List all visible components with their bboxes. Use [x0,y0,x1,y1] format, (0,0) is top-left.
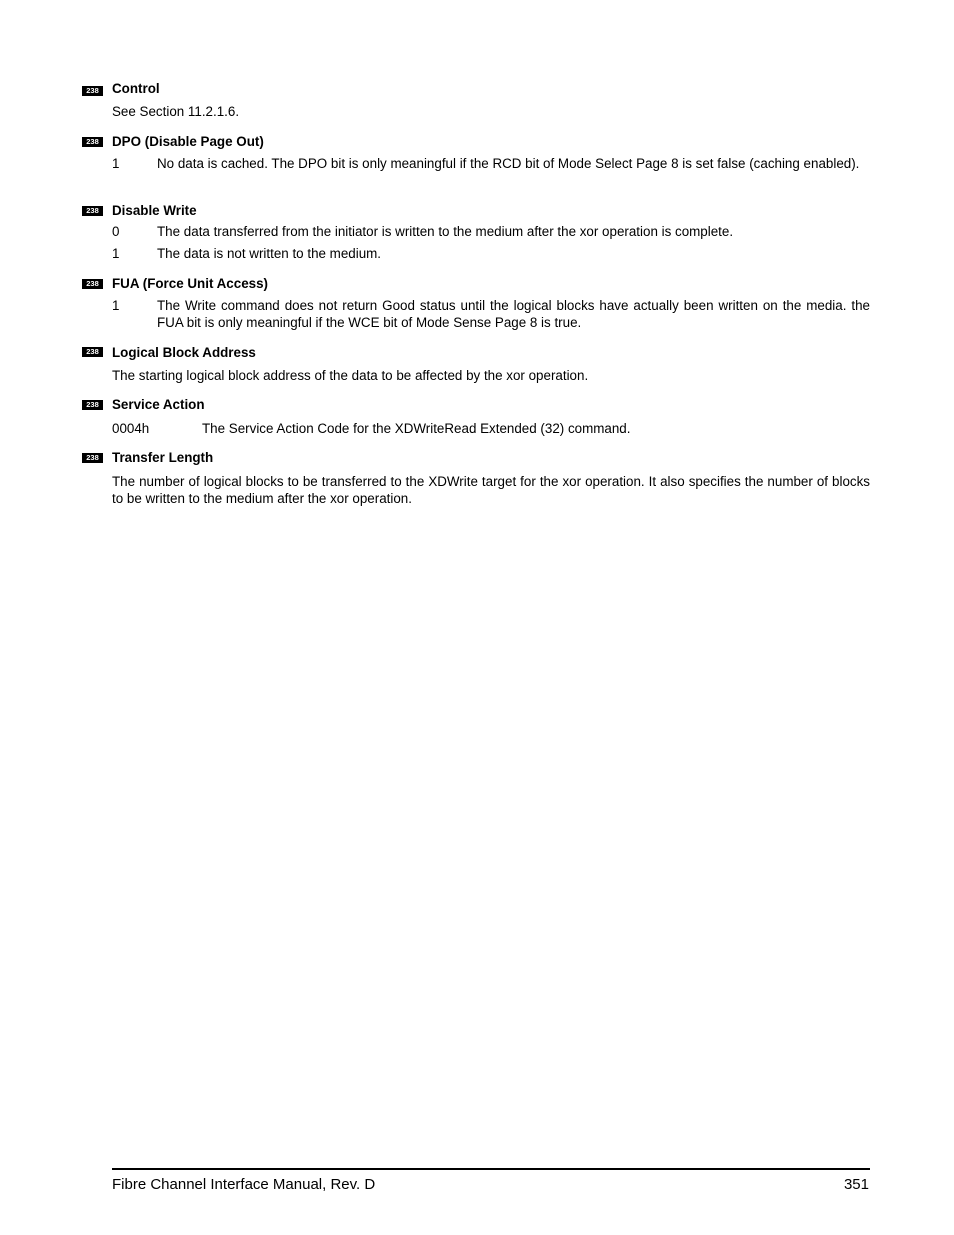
value-code: 1 [112,298,120,313]
margin-marker-badge: 238 [82,279,103,289]
value-code: 1 [112,246,120,261]
margin-marker-badge: 238 [82,347,103,357]
field-description-control: See Section 11.2.1.6. [112,104,240,119]
footer-document-title: Fibre Channel Interface Manual, Rev. D [112,1176,376,1193]
field-heading-fua: FUA (Force Unit Access) [112,276,269,291]
margin-marker-badge: 238 [82,453,103,463]
field-description-logical-block-address: The starting logical block address of the data to be affected by the xor operation. [112,368,589,383]
field-heading-service-action: Service Action [112,397,205,412]
field-heading-disable-write: Disable Write [112,203,197,218]
footer-page-number: 351 [843,1176,869,1193]
value-description: The Write command does not return Good status until the logical blocks have actually been written on the media. the FUA bit is only meaningful if the WCE bit of Mode Sense Page 8 is true. [157,298,870,330]
field-heading-dpo: DPO (Disable Page Out) [112,134,264,149]
value-description: The data transferred from the initiator is written to the medium after the xor operation is complete. [157,224,734,239]
field-heading-control: Control [112,81,160,96]
field-heading-transfer-length: Transfer Length [112,450,214,465]
field-heading-logical-block-address: Logical Block Address [112,345,256,360]
value-code: 1 [112,156,120,171]
margin-marker-badge: 238 [82,86,103,96]
margin-marker-badge: 238 [82,137,103,147]
value-description: The Service Action Code for the XDWriteRead Extended (32) command. [202,421,631,436]
value-code: 0004h [112,421,150,436]
value-description: The data is not written to the medium. [157,246,382,261]
margin-marker-badge: 238 [82,400,103,410]
footer-divider [112,1168,870,1170]
field-description-transfer-length: The number of logical blocks to be transferred to the XDWrite target for the xor operation. It also specifies the number of blocks to be written to the medium after the xor operation. [112,474,870,506]
value-description: No data is cached. The DPO bit is only meaningful if the RCD bit of Mode Select Page 8 is set false (caching enabled). [157,156,860,171]
margin-marker-badge: 238 [82,206,103,216]
value-code: 0 [112,224,120,239]
